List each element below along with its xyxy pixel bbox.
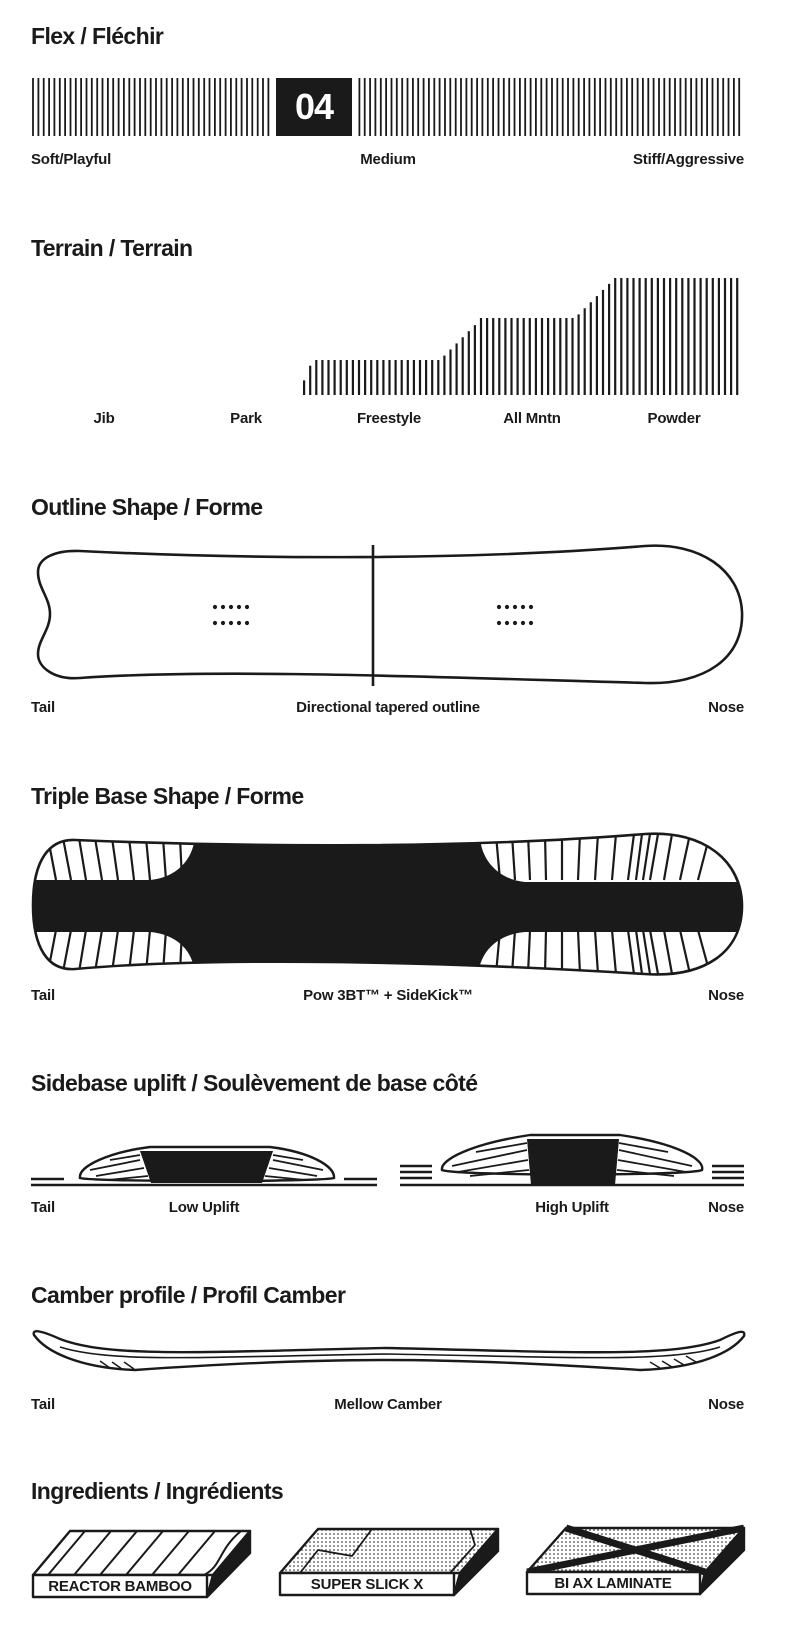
terrain-title: Terrain / Terrain <box>31 235 193 261</box>
terrain-label-freestyle: Freestyle <box>356 410 422 427</box>
ingredient-super-slick-x: SUPER SLICK X <box>310 1576 424 1593</box>
uplift-title: Sidebase uplift / Soulèvement de base côté <box>31 1070 478 1096</box>
terrain-label-allmntn: All Mntn <box>503 410 561 427</box>
outline-label-tail: Tail <box>31 699 55 716</box>
base-label-nose: Nose <box>708 987 744 1004</box>
outline-label-shape: Directional tapered outline <box>296 699 480 716</box>
uplift-label-nose: Nose <box>708 1199 744 1216</box>
base-label-tail: Tail <box>31 987 55 1004</box>
terrain-label-park: Park <box>230 410 262 427</box>
ingredient-reactor-bamboo: REACTOR BAMBOO <box>48 1578 192 1595</box>
ingredient-bi-ax-laminate: BI AX LAMINATE <box>554 1575 672 1592</box>
flex-label-medium: Medium <box>360 151 416 168</box>
terrain-label-jib: Jib <box>93 410 115 427</box>
terrain-label-powder: Powder <box>647 410 701 427</box>
flex-label-stiff: Stiff/Aggressive <box>633 151 744 168</box>
flex-value-badge: 04 <box>276 78 352 136</box>
ingredients-title: Ingredients / Ingrédients <box>31 1478 284 1504</box>
flex-label-soft: Soft/Playful <box>31 151 112 168</box>
outline-label-nose: Nose <box>708 699 744 716</box>
camber-title: Camber profile / Profil Camber <box>31 1282 346 1308</box>
uplift-label-high: High Uplift <box>535 1199 609 1216</box>
outline-title: Outline Shape / Forme <box>31 494 263 520</box>
camber-label-tail: Tail <box>31 1396 55 1413</box>
base-title: Triple Base Shape / Forme <box>31 783 304 809</box>
flex-title: Flex / Fléchir <box>31 23 164 49</box>
base-label-type: Pow 3BT™ + SideKick™ <box>303 987 473 1004</box>
uplift-label-tail: Tail <box>31 1199 55 1216</box>
uplift-label-low: Low Uplift <box>168 1199 240 1216</box>
camber-label-nose: Nose <box>708 1396 744 1413</box>
camber-label-type: Mellow Camber <box>334 1396 442 1413</box>
